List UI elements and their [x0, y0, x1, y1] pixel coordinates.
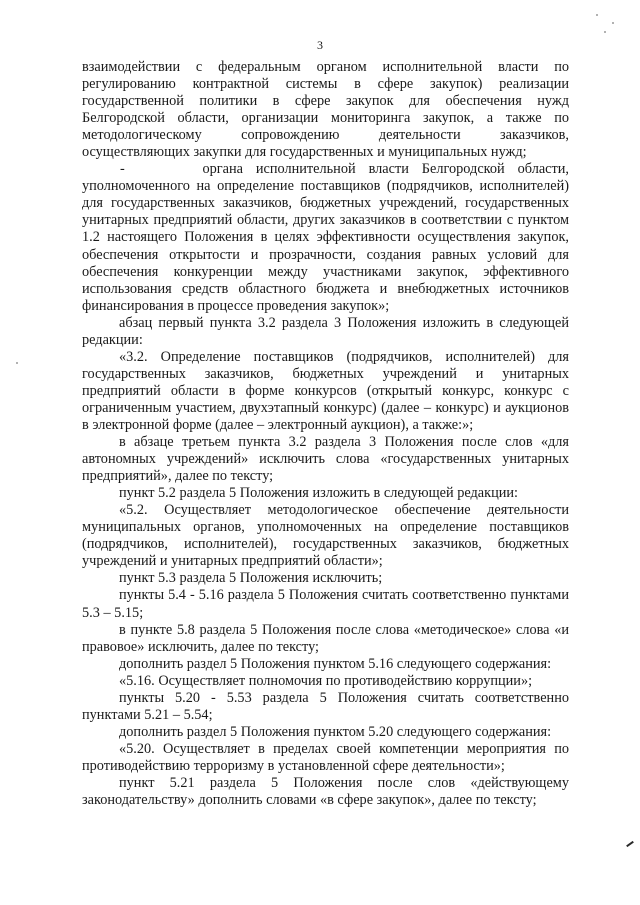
- paragraph: дополнить раздел 5 Положения пунктом 5.20 следующего содержания:: [119, 723, 552, 740]
- document-body: [82, 59, 569, 809]
- paragraph: абзац первый пункта 3.2 раздела 3 Положения изложить в следующей редакции:: [82, 314, 569, 348]
- paragraph-quote: «5.20. Осуществляет в пределах своей компетенции мероприятия по противодействию терроризму в установленной сфере деятельности»;: [82, 740, 569, 774]
- paragraph: дополнить раздел 5 Положения пунктом 5.16 следующего содержания:: [119, 655, 552, 672]
- paragraph-continuation: взаимодействии с федеральным органом исполнительной власти по регулированию контрактной системы в сфере закупок) реализации государственной политики в сфере закупок для обеспечения нужд Белгородской области, организации мониторинга закупок, а также по методологическому сопровождению деятельности заказчиков, осуществляющих закупки для государственных и муниципальных нужд;: [82, 59, 569, 161]
- paragraph: в абзаце третьем пункта 3.2 раздела 3 Положения после слов «для автономных учреждений» исключить слова «государственных унитарных предприятий», далее по тексту;: [82, 434, 569, 485]
- paragraph-dash-item: - органа исполнительной власти Белгородской области, уполномоченного на определение поставщиков (подрядчиков, исполнителей) для государственных заказчиков, бюджетных учреждений, государственных унитарных предприятий области, других заказчиков в соответствии с пунктом 1.2 настоящего Положения в целях эффективности осуществления закупок, обеспечения открытости и прозрачности, создания равных условий для обеспечения конкуренции между участниками закупок, эффективного использования средств областного бюджета и внебюджетных источников финансирования в процессе проведения закупок»;: [82, 161, 569, 314]
- scan-speck: [612, 22, 614, 24]
- paragraph-quote: «5.16. Осуществляет полномочия по противодействию коррупции»;: [119, 672, 533, 689]
- paragraph: пункт 5.21 раздела 5 Положения после слов «действующему законодательству» дополнить словами «в сфере закупок», далее по тексту;: [82, 774, 569, 809]
- scan-speck: [596, 14, 598, 16]
- paragraph: в пункте 5.8 раздела 5 Положения после слова «методическое» слова «и правовое» исключить, далее по тексту;: [82, 621, 569, 655]
- scan-speck: [16, 362, 18, 364]
- paragraph: пункт 5.2 раздела 5 Положения изложить в следующей редакции:: [119, 485, 518, 502]
- page-number: 3: [317, 38, 323, 52]
- scan-mark: [626, 841, 634, 847]
- paragraph: пункт 5.3 раздела 5 Положения исключить;: [119, 570, 383, 587]
- paragraph: пункты 5.4 - 5.16 раздела 5 Положения считать соответственно пунктами 5.3 – 5.15;: [82, 587, 569, 621]
- paragraph-quote: «3.2. Определение поставщиков (подрядчиков, исполнителей) для государственных заказчиков, бюджетных учреждений и унитарных предприятий области в форме конкурсов (открытый конкурс, конкурс с ограниченным участием, двухэтапный конкурс) (далее – конкурс) и аукционов в электронной форме (далее – электронный аукцион), а также:»;: [82, 348, 569, 433]
- paragraph: пункты 5.20 - 5.53 раздела 5 Положения считать соответственно пунктами 5.21 – 5.54;: [82, 689, 569, 723]
- paragraph-quote: «5.2. Осуществляет методологическое обеспечение деятельности муниципальных органов, уполномоченных на определение поставщиков (подрядчиков, исполнителей), государственных заказчиков, бюджетных учреждений и унитарных предприятий области»;: [82, 502, 569, 570]
- scan-speck: [604, 31, 606, 33]
